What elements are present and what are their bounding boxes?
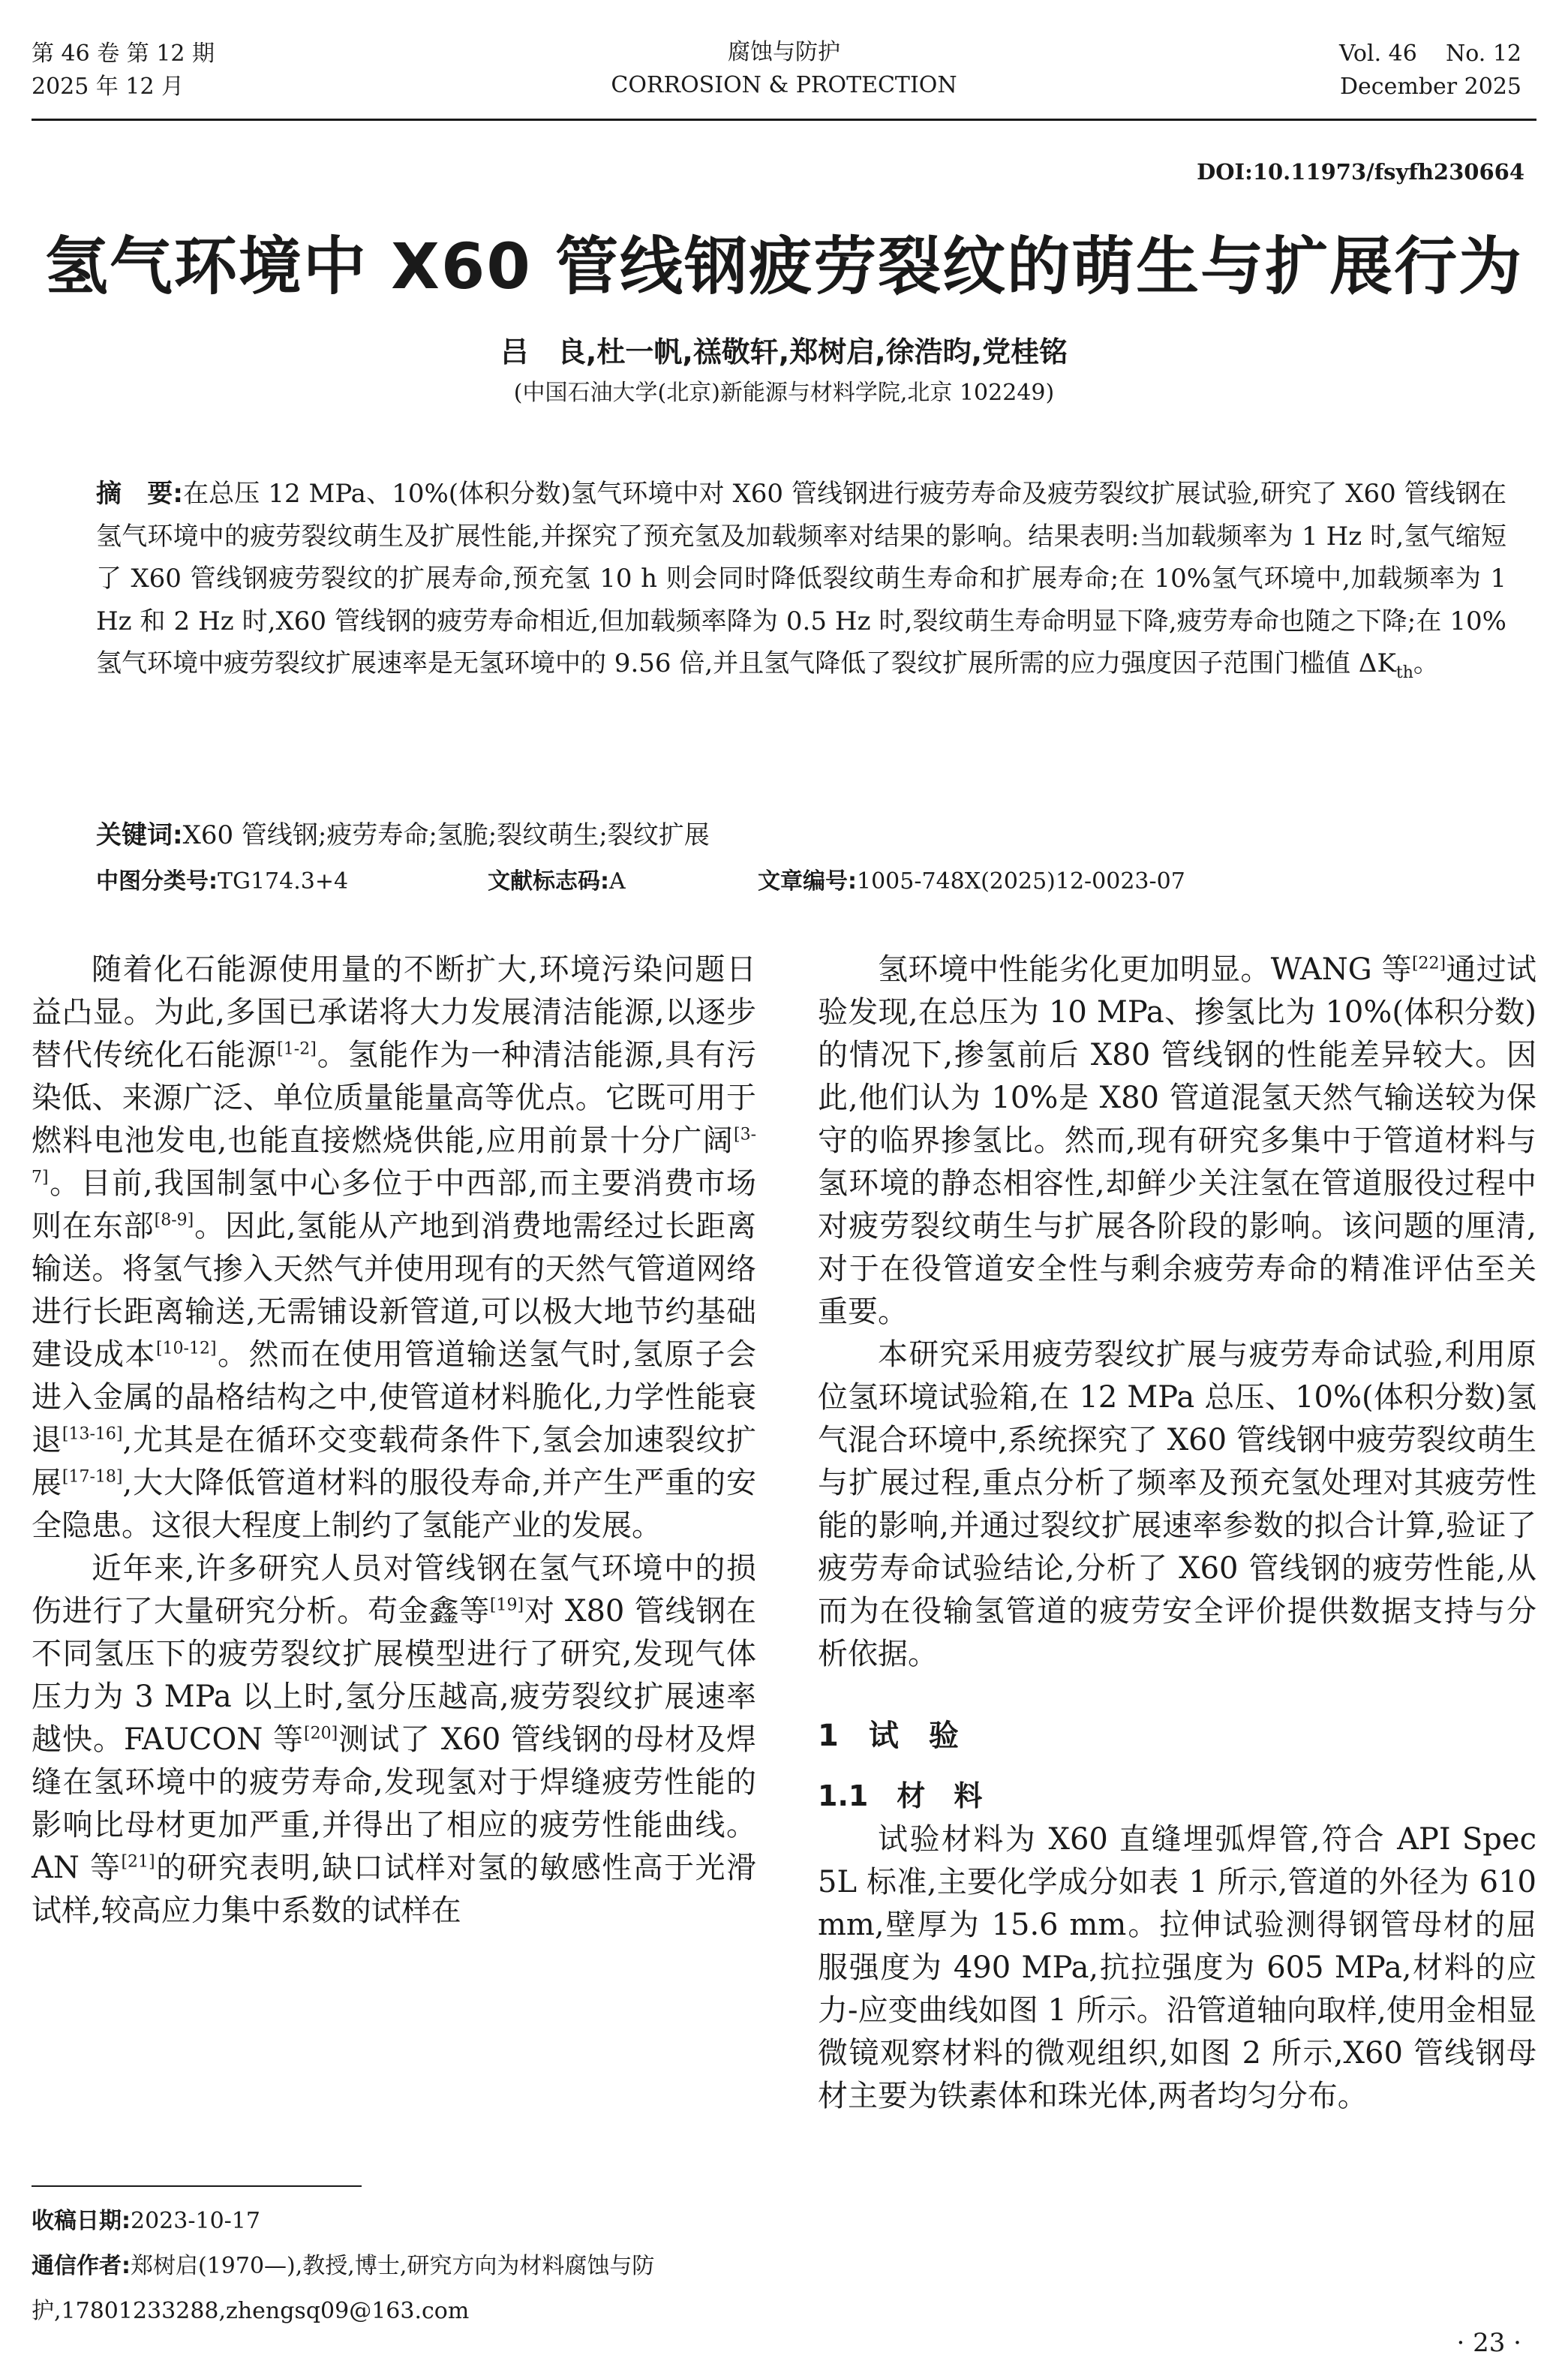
keywords [96,817,1506,854]
paragraph-text: ,尤其是在循环交变载荷条件下,氢会加速裂纹扩展 [32,1423,757,1500]
page-number: · 23 · [1456,2328,1521,2358]
doc-label: 文献标志码: [488,868,609,895]
right-column [818,949,1536,2118]
art-label: 文章编号: [758,868,857,895]
clc-number [96,863,348,901]
citation-ref[interactable]: [10-12] [155,1339,217,1358]
citation-ref[interactable]: [8-9] [154,1211,194,1230]
paragraph-text: 氢环境中性能劣化更加明显。WANG 等 [878,952,1412,987]
paragraph-text: 。因此,氢能从产地到消费地需经过长距离输送。将氢气掺入天然气并使用现有的天然气管道网络进行长距离输送,无需铺设新管道,可以极大地节约基础建设成本 [32,1209,757,1372]
intro-paragraph-3 [818,949,1536,1334]
citation-ref[interactable]: [17-18] [62,1467,123,1487]
journal-name-cn: 腐蚀与防护 [728,39,840,65]
paragraph-text: ,大大降低管道材料的服役寿命,并产生严重的安全隐患。这很大程度上制约了氢能产业的发展。 [32,1466,757,1543]
author-label: 通信作者: [32,2253,131,2279]
materials-paragraph: 试验材料为 X60 直缝埋弧焊管,符合 API Spec 5L 标准,主要化学成分如表 1 所示,管道的外径为 610 mm,壁厚为 15.6 mm。拉伸试验测得钢管母材的屈服强度为 490 MPa,抗拉强度为 605 MPa,材料的应力-应变曲线如图 1 所示。沿管道轴向取样,使用金相显微镜观察材料的微观组织,如图 2 所示,X60 管线钢母材主要为铁素体和珠光体,两者均匀分布。 [818,1822,1536,2113]
keywords-text: X60 管线钢;疲劳寿命;氢脆;裂纹萌生;裂纹扩展 [182,820,710,850]
paragraph-text: 。目前,我国制氢中心多位于中西部,而主要消费市场则在东部 [32,1166,756,1244]
corresponding-author [32,2244,756,2334]
paragraph-text: 的研究表明,缺口试样对氢的敏感性高于光滑试样,较高应力集中系数的试样在 [32,1851,756,1928]
affiliation: (中国石油大学(北京)新能源与材料学院,北京 102249) [513,380,1055,406]
abstract-text: 在总压 12 MPa、10%(体积分数)氢气环境中对 X60 管线钢进行疲劳寿命及疲劳裂纹扩展试验,研究了 X60 管线钢在氢气环境中的疲劳裂纹萌生及扩展性能,并探究了预充氢及加载频率对结果的影响。结果表明:当加载频率为 1 Hz 时,氢气缩短了 X60 管线钢疲劳裂纹的扩展寿命,预充氢 10 h 则会同时降低裂纹萌生寿命和扩展寿命;在 10%氢气环境中,加载频率为 1 Hz 和 2 Hz 时,X60 管线钢的疲劳寿命相近,但加载频率降为 0.5 Hz 时,裂纹萌生寿命明显下降,疲劳寿命也随之下降;在 10%氢气环境中疲劳裂纹扩展速率是无氢环境中的 9.56 倍,并且氢气降低了裂纹扩展所需的应力强度因子范围门槛值 ΔK [96,479,1506,678]
journal-volume-info-en [1339,38,1521,104]
journal-name-en: CORROSION & PROTECTION [611,72,957,98]
clc-label: 中图分类号: [96,868,218,895]
journal-name [0,36,1568,102]
paragraph-text: 近年来,许多研究人员对管线钢在氢气环境中的损伤进行了大量研究分析。苟金鑫等 [32,1551,756,1629]
issue-date: 2025 年 12 月 [32,74,185,100]
intro-paragraph-4: 本研究采用疲劳裂纹扩展与疲劳寿命试验,利用原位氢环境试验箱,在 12 MPa 总压、10%(体积分数)氢气混合环境中,系统探究了 X60 管线钢中疲劳裂纹萌生与扩展过程,重点分析了频率及预充氢处理对其疲劳性能的影响,并通过裂纹扩展速率参数的拟合计算,验证了疲劳寿命试验结论,分析了 X60 管线钢的疲劳性能,从而为在役输氢管道的疲劳安全评价提供数据支持与分析依据。 [818,1337,1536,1671]
author-list: 吕 良,杜一帆,禚敬轩,郑树启,徐浩昀,党桂铭 [500,335,1068,368]
abstract-label: 摘 要: [96,479,183,509]
paragraph-text: 。然而在使用管道输送氢气时,氢原子会进入金属的晶格结构之中,使管道材料脆化,力学性能衰退 [32,1337,757,1457]
citation-ref[interactable]: [22] [1411,954,1446,973]
doc-value: A [609,868,626,895]
issue-date-en: December 2025 [1340,74,1521,100]
received-value: 2023-10-17 [131,2208,260,2234]
citation-ref[interactable]: [1-2] [277,1039,317,1059]
section-heading-1: 1 试 验 [818,1719,959,1753]
received-label: 收稿日期: [32,2208,131,2234]
paragraph-text: 通过试验发现,在总压为 10 MPa、掺氢比为 10%(体积分数)的情况下,掺氢前后 X80 管线钢的性能差异较大。因此,他们认为 10%是 X80 管道混氢天然气输送较为保守的临界掺氢比。然而,现有研究多集中于管道材料与氢环境的静态相容性,却鲜少关注氢在管道服役过程中对疲劳裂纹萌生与扩展各阶段的影响。该问题的厘清,对于在役管道安全性与剩余疲劳寿命的精准评估至关重要。 [818,952,1536,1329]
abstract-end: 。 [1413,648,1439,678]
intro-paragraph-1 [32,949,756,1547]
keywords-label: 关键词: [96,820,183,850]
footnote-divider [32,2185,362,2187]
citation-ref[interactable]: [20] [304,1724,338,1743]
citation-ref[interactable]: [19] [489,1596,524,1615]
doi: DOI:10.11973/fsyfh230664 [1197,159,1524,185]
paragraph-text: 随着化石能源使用量的不断扩大,环境污染问题日益凸显。为此,多国已承诺将大力发展清洁能源,以逐步替代传统化石能源 [32,952,756,1072]
art-value: 1005-748X(2025)12-0023-07 [857,868,1185,895]
citation-ref[interactable]: [3-7] [32,1125,756,1187]
left-column [32,949,756,1932]
intro-paragraph-2 [32,1547,756,1932]
clc-value: TG174.3+4 [218,868,349,895]
volume-issue-en: Vol. 46 No. 12 [1339,41,1521,67]
author-info: 郑树启(1970—),教授,博士,研究方向为材料腐蚀与防护,17801233288,zhengsq09@163.com [32,2253,655,2324]
header-divider [32,119,1536,121]
paragraph-text: 测试了 X60 管线钢的母材及焊缝在氢环境中的疲劳寿命,发现氢对于焊缝疲劳性能的影响比母材更加严重,并得出了相应的疲劳性能曲线。AN 等 [32,1722,756,1885]
abstract [96,473,1506,694]
article-number [758,863,1185,901]
paper-title: 氢气环境中 X60 管线钢疲劳裂纹的萌生与扩展行为 [44,230,1524,303]
abstract-subscript: th [1395,663,1413,682]
citation-ref[interactable]: [13-16] [62,1424,123,1444]
paragraph-text: 。氢能作为一种清洁能源,具有污染低、来源广泛、单位质量能量高等优点。它既可用于燃料电池发电,也能直接燃烧供能,应用前景十分广阔 [32,1038,757,1158]
document-code [488,863,626,901]
section-heading-1-1: 1.1 材 料 [818,1779,983,1812]
citation-ref[interactable]: [21] [121,1852,155,1872]
received-date [32,2199,756,2244]
volume-issue: 第 46 卷 第 12 期 [32,41,215,67]
paragraph-text: 对 X80 管线钢在不同氢压下的疲劳裂纹扩展模型进行了研究,发现气体压力为 3 MPa 以上时,氢分压越高,疲劳裂纹扩展速率越快。FAUCON 等 [32,1594,756,1757]
